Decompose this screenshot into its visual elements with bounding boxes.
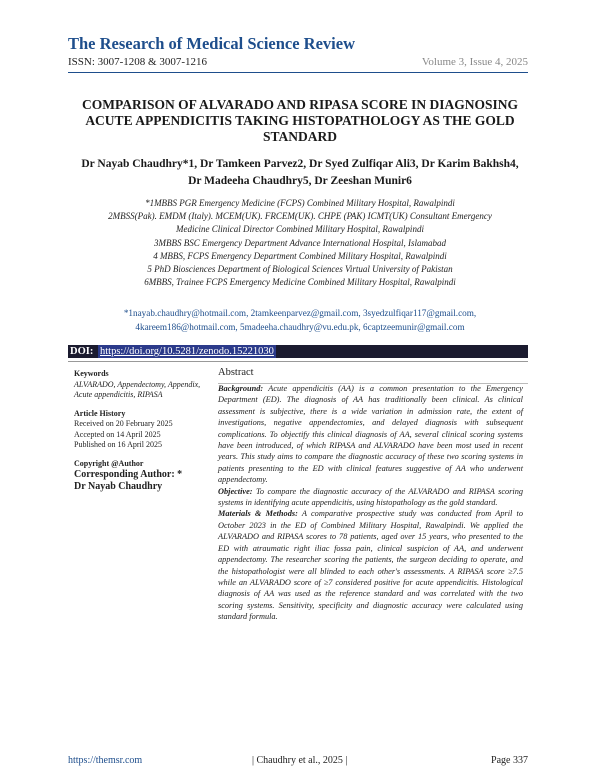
- emails-line-2[interactable]: 4kareem186@hotmail.com, 5madeeha.chaudhry@vu.edu.pk, 6captzeemunir@gmail.com: [135, 321, 465, 332]
- keywords: ALVARADO, Appendectomy, Appendix, Acute appendicitis, RIPASA: [74, 379, 201, 399]
- background-label: Background:: [218, 384, 264, 393]
- affiliation: 4 MBBS, FCPS Emergency Department Combined Military Hospital, Rawalpindi: [153, 250, 447, 261]
- abstract-divider: [218, 383, 528, 384]
- article-history-heading: Article History: [74, 408, 126, 418]
- footer-url[interactable]: https://themsr.com: [68, 755, 143, 766]
- abstract-objective: Objective: To compare the diagnostic accuracy of the ALVARADO and RIPASA scoring systems in identifying acute appendicitis, using histopathology as the gold standard.: [218, 486, 523, 508]
- copyright: Copyright @Author: [74, 458, 144, 468]
- abstract-heading: Abstract: [218, 367, 254, 378]
- affiliation: 5 PhD Biosciences Department of Biological Sciences Virtual University of Pakistan: [147, 264, 453, 275]
- authors-line-1: Dr Nayab Chaudhry*1, Dr Tamkeen Parvez2, Dr Syed Zulfiqar Ali3, Dr Karim Bakhsh4,: [81, 158, 519, 170]
- affiliations: [75, 197, 525, 289]
- keywords-heading: Keywords: [74, 369, 109, 378]
- objective-label: Objective:: [218, 486, 253, 496]
- journal-title: The Research of Medical Science Review: [68, 34, 355, 53]
- accepted-date: Accepted on 14 April 2025: [74, 429, 161, 439]
- header-divider: [68, 72, 528, 73]
- footer-citation: | Chaudhry et al., 2025 |: [252, 755, 348, 766]
- abstract-section: [218, 366, 523, 623]
- doi-divider: [68, 361, 528, 362]
- emails-line-1[interactable]: *1nayab.chaudhry@hotmail.com, 2tamkeenparvez@gmail.com, 3syedzulfiqar117@gmail.com,: [123, 308, 477, 318]
- corresponding-author-name: Dr Nayab Chaudhry: [74, 481, 163, 492]
- paper-title: COMPARISON OF ALVARADO AND RIPASA SCORE IN DIAGNOSING ACUTE APPENDICITIS TAKING HISTOPATHOLOGY AS THE GOLD STANDARD: [82, 97, 518, 144]
- methods-label: Materials & Methods:: [218, 509, 298, 519]
- affiliation: Medicine Clinical Director Combined Military Hospital, Rawalpindi: [176, 224, 424, 235]
- corresponding-author-label: Corresponding Author: *: [74, 469, 183, 480]
- volume-issue: Volume 3, Issue 4, 2025: [421, 56, 528, 68]
- article-info-sidebar: [74, 369, 204, 493]
- authors-line-2: Dr Madeeha Chaudhry5, Dr Zeeshan Munir6: [188, 175, 412, 187]
- affiliation: 3MBBS BSC Emergency Department Advance International Hospital, Islamabad: [154, 237, 446, 248]
- affiliation: 6MBBS, Trainee FCPS Emergency Medicine Combined Military Hospital, Rawalpindi: [144, 277, 456, 288]
- doi-label: DOI:: [70, 346, 94, 357]
- authors: [70, 156, 530, 190]
- abstract-background: Background: Acute appendicitis (AA) is a common presentation to the Emergency Department (ED). The diagnosis of AA has traditionally been clinical. As clinical assessment is subjective, there is a wide variation in admission rate, the extent of investigations, negative appendectomies, and delayed diagnosis with subsequent complications. To objectify this clinical diagnosis of AA, several clinical scoring systems have been introduced, of which RIPASA and ALVARADO have been most used in recent years. This study aims to compare the diagnostic accuracy of these two scoring systems in patients presenting to the ED with clinical features suggestive of AA who underwent appendectomy.: [218, 384, 523, 485]
- doi-link[interactable]: https://doi.org/10.5281/zenodo.15221030: [100, 346, 274, 357]
- affiliation: 2MBSS(Pak). EMDM (Italy). MCEM(UK). FRCEM(UK). CHPE (PAK) ICMT(UK) Consultant Emergency: [108, 211, 492, 222]
- abstract-methods: Materials & Methods: A comparative prospective study was conducted from April to October 2023 in the ED of Combined Military Hospital, Rawalpindi. We applied the ALVARADO and RIPASA scores to 78 patients, aged over 15 years, who presented to the ED with atraumatic right iliac fossa pain, clinical suspicion of AA, and underwent appendectomy. The researcher scoring the patients, the surgeon deciding to operate, and the histopathologist were all blinded to each other's assessments. A RIPASA score ≥7.5 while an ALVARADO score of ≥7 considered positive for acute appendicitis. Histological diagnosis of AA was used as the reference standard and was correlated with the two scoring systems. Sensitivity, specificity and diagnostic accuracy were calculated using standard formula.: [218, 509, 523, 622]
- affiliation: *1MBBS PGR Emergency Medicine (FCPS) Combined Military Hospital, Rawalpindi: [145, 198, 455, 208]
- received-date: Received on 20 February 2025: [74, 419, 173, 428]
- page-number: Page 337: [491, 755, 528, 766]
- author-emails: [85, 307, 515, 334]
- published-date: Published on 16 April 2025: [74, 440, 163, 449]
- issn: ISSN: 3007-1208 & 3007-1216: [68, 56, 208, 68]
